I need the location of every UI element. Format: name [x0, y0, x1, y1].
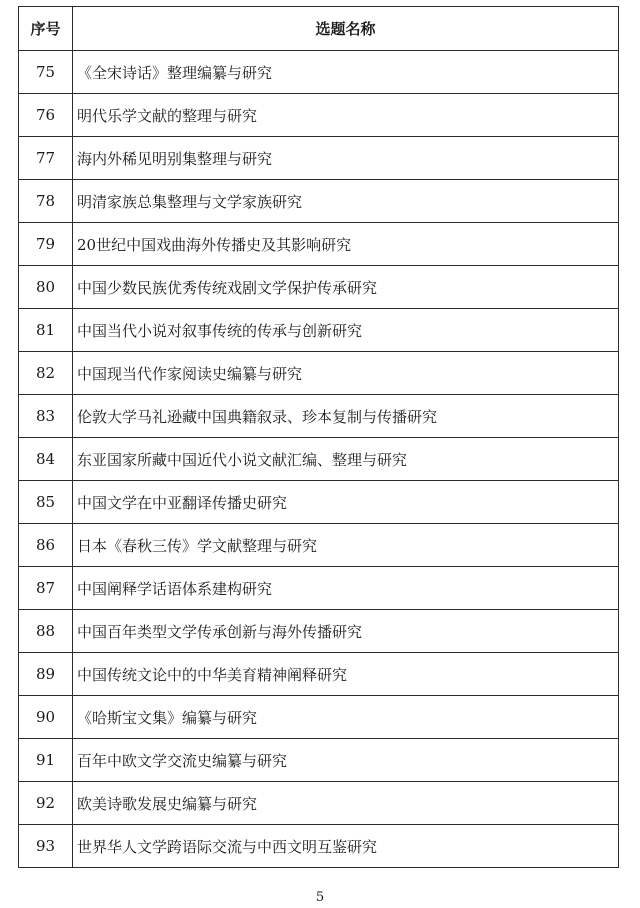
row-number: 90: [19, 696, 73, 739]
row-title: 明清家族总集整理与文学家族研究: [73, 180, 619, 223]
row-number: 80: [19, 266, 73, 309]
table-row: [19, 180, 619, 223]
row-number: 92: [19, 782, 73, 825]
row-number: 84: [19, 438, 73, 481]
row-title: 中国现当代作家阅读史编纂与研究: [73, 352, 619, 395]
table-row: [19, 309, 619, 352]
row-number: 88: [19, 610, 73, 653]
row-title: 世界华人文学跨语际交流与中西文明互鉴研究: [73, 825, 619, 868]
header-number: 序号: [19, 7, 73, 51]
row-number: 85: [19, 481, 73, 524]
table-row: [19, 825, 619, 868]
row-number: 78: [19, 180, 73, 223]
row-number: 81: [19, 309, 73, 352]
row-title: 中国当代小说对叙事传统的传承与创新研究: [73, 309, 619, 352]
table-row: [19, 266, 619, 309]
row-title: 欧美诗歌发展史编纂与研究: [73, 782, 619, 825]
row-title: 海内外稀见明别集整理与研究: [73, 137, 619, 180]
row-number: 86: [19, 524, 73, 567]
topics-table: [18, 6, 619, 868]
table-row: [19, 438, 619, 481]
row-number: 75: [19, 51, 73, 94]
table-row: [19, 481, 619, 524]
row-number: 93: [19, 825, 73, 868]
table-row: [19, 610, 619, 653]
table-row: [19, 352, 619, 395]
row-number: 76: [19, 94, 73, 137]
row-title: 明代乐学文献的整理与研究: [73, 94, 619, 137]
table-body: [19, 51, 619, 868]
table-row: [19, 223, 619, 266]
table-row: [19, 524, 619, 567]
table-header-row: [19, 7, 619, 51]
row-title: 中国少数民族优秀传统戏剧文学保护传承研究: [73, 266, 619, 309]
row-number: 89: [19, 653, 73, 696]
table-row: [19, 94, 619, 137]
row-title: 20世纪中国戏曲海外传播史及其影响研究: [73, 223, 619, 266]
table-row: [19, 395, 619, 438]
table-row: [19, 782, 619, 825]
table-row: [19, 653, 619, 696]
page-number: 5: [315, 890, 325, 905]
table-row: [19, 137, 619, 180]
row-title: 日本《春秋三传》学文献整理与研究: [73, 524, 619, 567]
row-number: 79: [19, 223, 73, 266]
row-number: 82: [19, 352, 73, 395]
table-row: [19, 696, 619, 739]
row-title: 《哈斯宝文集》编纂与研究: [73, 696, 619, 739]
row-title: 东亚国家所藏中国近代小说文献汇编、整理与研究: [73, 438, 619, 481]
table-row: [19, 567, 619, 610]
row-title: 中国百年类型文学传承创新与海外传播研究: [73, 610, 619, 653]
row-number: 91: [19, 739, 73, 782]
row-title: 中国文学在中亚翻译传播史研究: [73, 481, 619, 524]
row-number: 83: [19, 395, 73, 438]
table-row: [19, 51, 619, 94]
table-row: [19, 739, 619, 782]
row-title: 伦敦大学马礼逊藏中国典籍叙录、珍本复制与传播研究: [73, 395, 619, 438]
row-title: 百年中欧文学交流史编纂与研究: [73, 739, 619, 782]
row-title: 中国传统文论中的中华美育精神阐释研究: [73, 653, 619, 696]
row-title: 《全宋诗话》整理编纂与研究: [73, 51, 619, 94]
row-number: 87: [19, 567, 73, 610]
header-title: 选题名称: [73, 7, 619, 51]
row-number: 77: [19, 137, 73, 180]
row-title: 中国阐释学话语体系建构研究: [73, 567, 619, 610]
